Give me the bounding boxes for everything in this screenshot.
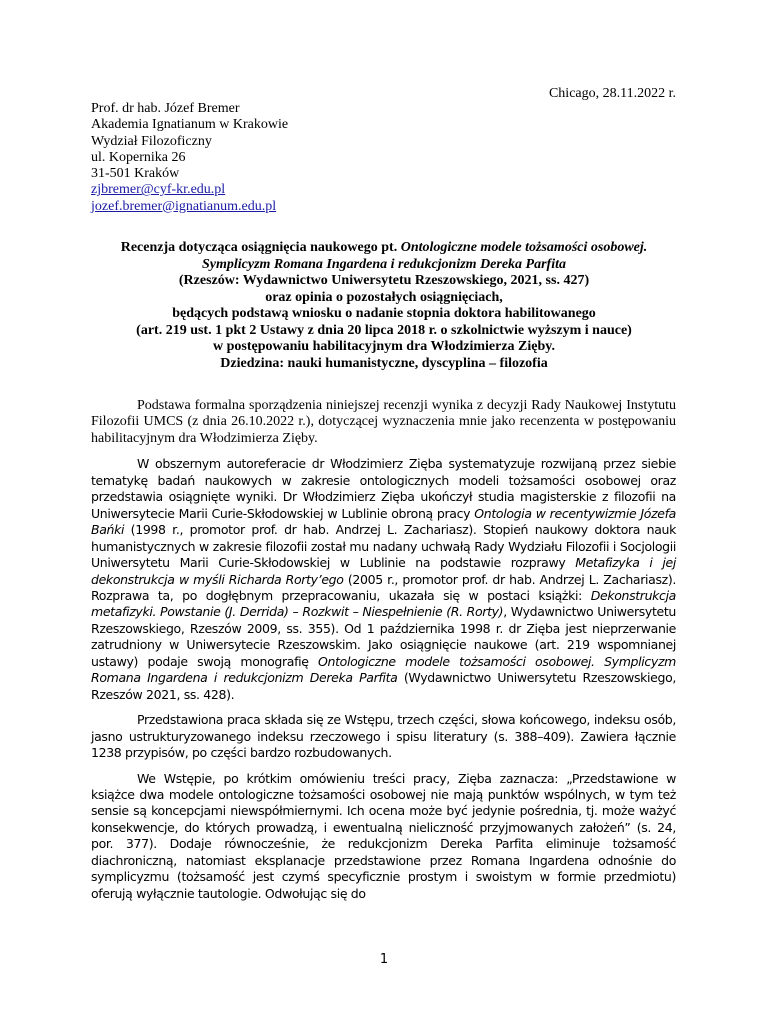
sender-city: 31-501 Kraków xyxy=(91,166,180,182)
paragraph-3: Przedstawiona praca składa się ze Wstępu, trzech części, słowa końcowego, indeksu osób, jasno ustrukturyzowanego indeksu rzeczowego i spisu literatury (s. 388–409). Zawiera łącznie 1238 przypisów, po części bardzo rozbudowanych. xyxy=(91,712,676,761)
title-line-2: Symplicyzm Romana Ingardena i redukcjonizm Dereka Parfita xyxy=(201,256,566,272)
title-line-4: oraz opinia o pozostałych osiągnięciach, xyxy=(265,289,503,305)
title-line-1: Recenzja dotycząca osiągnięcia naukowego pt. Ontologiczne modele tożsamości osobowej. xyxy=(120,240,648,255)
sender-faculty: Wydział Filozoficzny xyxy=(91,133,212,149)
review-title xyxy=(91,240,677,372)
page-number: 1 xyxy=(379,952,389,967)
paragraph-1: Podstawa formalna sporządzenia niniejszej recenzji wynika z decyzji Rady Naukowej Instytutu Filozofii UMCS (z dnia 26.10.2022 r.), dotyczącej wyznaczenia mnie jako recenzenta w postępowaniu habilitacyjnym dra Włodzimierza Zięby. xyxy=(91,398,676,446)
review-body xyxy=(91,398,676,911)
email-link-2[interactable]: jozef.bremer@ignatianum.edu.pl xyxy=(91,198,277,214)
title-line-3: (Rzeszów: Wydawnictwo Uniwersytetu Rzeszowskiego, 2021, ss. 427) xyxy=(178,273,590,288)
paragraph-2: W obszernym autoreferacie dr Włodzimierz Zięba systematyzuje rozwijaną przez siebie tematykę badań naukowych w zakresie ontologicznych modeli tożsamości osobowej oraz przedstawia osiągnięte wyniki. Dr Włodzimierz Zięba ukończył studia magisterskie z filozofii na Uniwersytecie Marii Curie-Skłodowskiej w Lublinie obroną pracy Ontologia w recentywizmie Józefa Bańki (1998 r., promotor prof. dr hab. Andrzej L. Zachariasz). Stopień naukowy doktora nauk humanistycznych w zakresie filozofii został mu nadany uchwałą Rady Wydziału Filozofii i Socjologii Uniwersytetu Marii Curie-Skłodowskiej w Lublinie na podstawie rozprawy Metafizyka i jej dekonstrukcja w myśli Richarda Rorty’ego (2005 r., promotor prof. dr hab. Andrzej L. Zachariasz). Rozprawa ta, po dogłębnym przepracowaniu, ukazała się w postaci książki: Dekonstrukcja metafizyki. Powstanie (J. Derrida) – Rozkwit – Niespełnienie (R. Rorty), Wydawnictwo Uniwersytetu Rzeszowskiego, Rzeszów 2009, ss. 355). Od 1 października 1998 r. dr Zięba jest nieprzerwanie zatrudniony w Uniwersytecie Rzeszowskim. Jako osiągnięcie naukowe (art. 219 wspomnianej ustawy) podaje swoją monografię Ontologiczne modele tożsamości osobowej. Symplicyzm Romana Ingardena i redukcjonizm Dereka Parfita (Wydawnictwo Uniwersytetu Rzeszowskiego, Rzeszów 2021, ss. 428). xyxy=(91,456,676,702)
paragraph-4: We Wstępie, po krótkim omówieniu treści pracy, Zięba zaznacza: „Przedstawione w książce dwa modele ontologiczne tożsamości osobowej nie mają punktów wspólnych, w tym też sensie są koncepcjami niewspółmiernymi. Ich ocena może być jedynie pośrednia, tj. może ważyć konsekwencje, do których prowadzą, i ewentualną nieliczność przyjmowanych założeń” (s. 24, por. 377). Dodaje równocześnie, że redukcjonizm Dereka Parfita eliminuje tożsamość diachroniczną, natomiast eksplanacje przedstawione przez Romana Ingardena odnośnie do symplicyzmu (tożsamość jest czymś specyficznie prostym i swoistym w formie przedmiotu) oferują wyłącznie tautologie. Odwołując się do xyxy=(91,770,676,901)
sender-street: ul. Kopernika 26 xyxy=(91,149,186,165)
sender-institution: Akademia Ignatianum w Krakowie xyxy=(91,117,289,133)
letter-date: Chicago, 28.11.2022 r. xyxy=(548,86,676,101)
sender-name: Prof. dr hab. Józef Bremer xyxy=(91,101,240,116)
sender-address xyxy=(91,101,288,215)
title-line-5: będących podstawą wniosku o nadanie stopnia doktora habilitowanego xyxy=(172,306,596,321)
email-link-1[interactable]: zjbremer@cyf-kr.edu.pl xyxy=(91,182,226,198)
title-line-8: Dziedzina: nauki humanistyczne, dyscyplina – filozofia xyxy=(220,355,548,371)
title-line-6: (art. 219 ust. 1 pkt 2 Ustawy z dnia 20 lipca 2018 r. o szkolnictwie wyższym i nauce) xyxy=(136,322,632,338)
title-line-7: w postępowaniu habilitacyjnym dra Włodzimierza Zięby. xyxy=(213,339,555,354)
